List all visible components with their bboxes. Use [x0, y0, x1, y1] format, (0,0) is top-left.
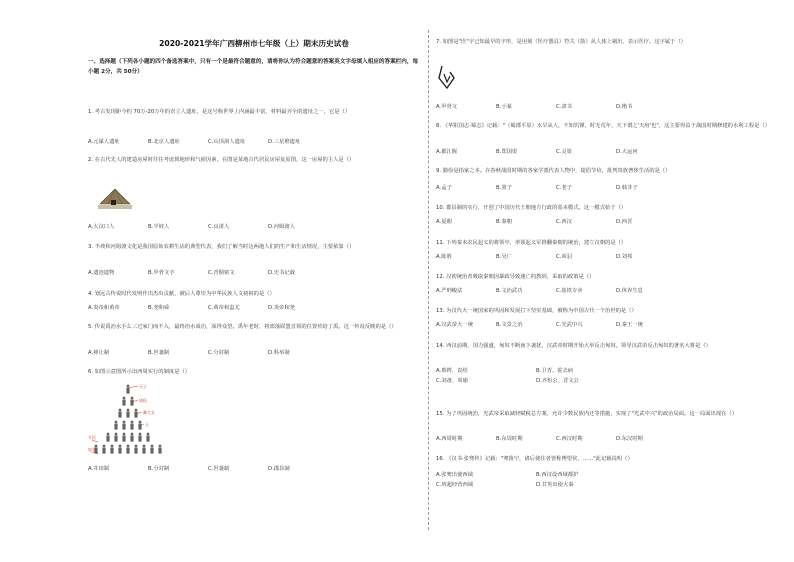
options-6 [88, 464, 328, 472]
section-instructions: 一、选择题（下列各小题的四个备选答案中，只有一个是最符合题意的，请将你认为符合题意的答案英文字母填入相应的答案栏内，每小题 2分，共 50分） [88, 59, 419, 75]
option-b[interactable]: B.小篆 [496, 104, 512, 110]
figure-head [131, 421, 134, 424]
option-d[interactable]: D.秦王一统 [616, 322, 643, 328]
options-3 [88, 268, 328, 276]
option-b[interactable]: B.文治武功 [496, 288, 523, 294]
option-b[interactable]: B.吴广 [496, 254, 512, 260]
figure-head [111, 445, 114, 448]
options-14 [436, 366, 636, 384]
hut-image [98, 188, 132, 210]
option-a[interactable]: A.井田制 [88, 466, 110, 472]
option-c[interactable]: C.刘备、周瑜 [436, 378, 468, 384]
figure-head [147, 433, 150, 436]
option-a[interactable]: A.甲骨文 [436, 104, 458, 110]
option-b[interactable]: B.北京人遗址 [148, 139, 180, 145]
option-a[interactable]: A.夏朝 [436, 219, 452, 225]
option-b[interactable]: B.秦朝 [496, 219, 512, 225]
option-c[interactable]: C.老子 [556, 185, 572, 191]
options-8 [436, 147, 676, 155]
option-d[interactable]: D.河姆渡人 [268, 224, 295, 230]
figure-head [135, 445, 138, 448]
option-b[interactable]: B.东周时期 [496, 436, 523, 442]
option-d[interactable]: D.韩非子 [616, 185, 638, 191]
option-c[interactable]: C.分封制 [208, 350, 230, 356]
question-2: 2. 在古代先人的建造房屋时往往考虑到地形和气候因素，在图是某地古代居民房屋复原图，这一房屋的主人是（） [88, 157, 355, 163]
options-1 [88, 137, 328, 145]
option-a[interactable]: A.炎帝和黄帝 [88, 305, 120, 311]
figure-head [127, 445, 130, 448]
options-13 [436, 320, 676, 328]
option-c[interactable]: C.光武中兴 [556, 322, 583, 328]
options-2 [88, 222, 328, 230]
option-d[interactable]: D.史书记载 [268, 270, 295, 276]
option-b[interactable]: B.世袭制 [148, 350, 170, 356]
option-b[interactable]: B.尧和舜 [148, 305, 170, 311]
label-shi: 士 [145, 422, 149, 427]
option-a[interactable]: A.张骞出使西域 [436, 472, 473, 478]
option-a[interactable]: A.孟子 [436, 185, 452, 191]
figure-head [127, 385, 130, 388]
figure-head [103, 445, 106, 448]
figure-head [159, 445, 162, 448]
figure-body [130, 400, 133, 406]
label-qingdafu: 卿大夫 [143, 410, 155, 415]
options-7 [436, 102, 676, 110]
option-d[interactable]: D.大运河 [616, 149, 638, 155]
figure-body [134, 448, 137, 454]
figure-head [131, 433, 134, 436]
option-d[interactable]: D.东汉时期 [616, 436, 643, 442]
option-d[interactable]: D.休养生息 [616, 288, 643, 294]
figure-body [126, 448, 129, 454]
figure-head [139, 433, 142, 436]
option-a[interactable]: A.都江堰 [436, 149, 458, 155]
figure-head [119, 445, 122, 448]
question-1: 1. 考古发现距今约 70万-20万年的直立人遗址，是这号称世界上内涵最丰富，材料最齐全的遗址之一，它是（） [88, 109, 351, 115]
figure-head [115, 433, 118, 436]
option-b[interactable]: B.郑国渠 [496, 149, 518, 155]
option-d[interactable]: D.楷书 [616, 104, 633, 110]
exam-title: 2020-2021学年广西柳州市七年级（上）期末历史试卷 [159, 39, 349, 48]
figure-body [110, 448, 113, 454]
option-d[interactable]: D.甘英出使大秦 [536, 482, 574, 488]
option-d[interactable]: D.齐桓公、晋文公 [536, 378, 579, 384]
option-b[interactable]: B.文景之治 [496, 322, 523, 328]
figure-body [126, 388, 129, 394]
options-15 [436, 434, 676, 442]
figure-head [151, 445, 154, 448]
label-pingmin: 平民 [88, 435, 96, 440]
option-b[interactable]: B.西汉设西域都护 [536, 472, 579, 478]
option-c[interactable]: C.良渚人 [208, 224, 230, 230]
figure-body [134, 412, 137, 418]
figure-head [115, 421, 118, 424]
figure-head [107, 433, 110, 436]
options-12 [436, 286, 676, 294]
question-6: 6. 如图示意图所示出西周实行的制度是（） [88, 369, 191, 375]
figure-head [131, 397, 134, 400]
figure-head [123, 433, 126, 436]
figure-body [102, 448, 105, 454]
question-3: 3. 半坡和河姆渡文化是我国原始农耕生活的典型代表，我们了解当时这两地人们的生产和生活情况，主要依靠（） [88, 244, 355, 250]
figure-body [130, 436, 133, 442]
option-c[interactable]: C.山顶洞人遗址 [208, 139, 246, 145]
options-10 [436, 217, 676, 225]
question-11: 11. 下列秦末农民起义的将领中，率领起义军推翻秦朝的统治，建立汉朝的是（） [436, 240, 627, 246]
question-13: 13. 为汉代大一统国家的巩固和发展打下坚实基础，被称为中国古代一个治世的是（） [436, 308, 637, 314]
figure-body [106, 436, 109, 442]
option-c[interactable]: C.隶书 [556, 104, 572, 110]
option-c[interactable]: C.青铜铭文 [208, 270, 235, 276]
label-nuli: 奴隶 [88, 447, 96, 452]
figure-body [138, 436, 141, 442]
question-14: 14. 西汉前期，国力强盛，匈奴不断南下袭扰，汉武帝时期开始大举反击匈奴。领导汉武帝反击匈奴的著名大将是（） [436, 343, 711, 349]
option-c[interactable]: C.西汉时期 [556, 436, 583, 442]
question-8: 8. 《华阳国志·蜀志》记载："（蜀郡平原）水旱从人，不知饥馑，时无荒年，天下谓之'天府'也"，这主要得益于战国时期修建的水利工程是（） [436, 123, 771, 129]
figure-body [130, 424, 133, 430]
options-9 [436, 183, 676, 191]
question-16: 16. 《汉书·张骞传》记载："骞凿空，诸后使往者皆称博望侯，……"此记载说明（） [436, 456, 633, 462]
question-12: 12. 汉初统治者吸取秦朝因暴政导致速亡的教训，采取的政策是（） [436, 274, 595, 280]
figure-body [126, 412, 129, 418]
option-a[interactable]: A.大汶口人 [88, 224, 115, 230]
figure-body [114, 436, 117, 442]
option-c[interactable]: C.班超经营西域 [436, 482, 474, 488]
option-d[interactable]: D.西晋 [616, 219, 633, 225]
figure-head [139, 421, 142, 424]
option-b[interactable]: B.卫青、霍去病 [536, 368, 574, 374]
options-4 [88, 303, 328, 311]
options-5 [88, 348, 328, 356]
options-16 [436, 470, 636, 488]
option-b[interactable]: B.甲骨文字 [148, 270, 175, 276]
option-b[interactable]: B.墨子 [496, 185, 512, 191]
figure-body [118, 448, 121, 454]
option-b[interactable]: B.分封制 [148, 466, 170, 472]
option-a[interactable]: A.遗迹遗物 [88, 270, 115, 276]
figure-head [143, 445, 146, 448]
figure-body [150, 448, 153, 454]
option-c[interactable]: C.世袭制 [208, 466, 230, 472]
option-a[interactable]: A.蔡锷、袁绍 [436, 368, 468, 374]
figure-head [135, 409, 138, 412]
option-a[interactable]: A.西周时期 [436, 436, 463, 442]
figure-body [114, 424, 117, 430]
figure-body [138, 424, 141, 430]
figure-body [142, 448, 145, 454]
option-d[interactable]: D.科举制 [268, 350, 290, 356]
feudal-hierarchy-figure [88, 382, 168, 460]
question-7: 7. 如图是"医"字已知最早的字形，是用刻（医疗器具）符关（箭）从人体上剔出，表示医疗。这字属于（） [436, 39, 686, 45]
option-b[interactable]: B.半坡人 [148, 224, 170, 230]
option-a[interactable]: A.陈胜 [436, 254, 452, 260]
option-a[interactable]: A.禅让制 [88, 350, 110, 356]
label-tianzi: 天子 [139, 384, 147, 389]
option-a[interactable]: A.汉武帝大一统 [436, 322, 473, 328]
figure-head [119, 409, 122, 412]
label-zhuhou: 诸侯 [139, 398, 147, 403]
option-a[interactable]: A.严刑峻法 [436, 288, 463, 294]
option-d[interactable]: D.刘邦 [616, 254, 633, 260]
figure-head [127, 409, 130, 412]
question-15: 15. 为了巩固统治，光武帝采取减轻赋税总方案，允许少数民族内迁等措施，实现了"光武中兴"的政治局面。这一局面出现在（） [436, 411, 738, 417]
figure-body [118, 412, 121, 418]
option-c[interactable]: C.灵渠 [556, 149, 572, 155]
figure-body [158, 448, 161, 454]
question-10: 10. 郡县制的实行，开创了中国历代王朝地方行政的基本模式。这一模式始于（） [436, 205, 627, 211]
figure-head [123, 397, 126, 400]
option-d[interactable]: D.炎帝和尧 [268, 305, 295, 311]
yi-character-glyph [438, 64, 456, 90]
figure-body [122, 424, 125, 430]
column-divider [428, 30, 429, 530]
question-4: 4. 划远古传说时代发明作出杰出贡献，被后人尊崇为中华民族人文初祖的是（） [88, 291, 275, 297]
option-d[interactable]: D.三星堆遗址 [268, 139, 301, 145]
figure-body [146, 436, 149, 442]
option-c[interactable]: C.项羽 [556, 254, 572, 260]
options-11 [436, 252, 676, 260]
option-c[interactable]: C.西汉 [556, 219, 572, 225]
option-c[interactable]: C.盐铁专卖 [556, 288, 583, 294]
figure-body [122, 400, 125, 406]
question-9: 9. 勤俭是指家之本。在春秋战国时期的各家学派代表人物中，提倡节俭，批判贵族奢侈生活的是（） [436, 168, 671, 174]
option-a[interactable]: A.元谋人遗址 [88, 139, 120, 145]
question-5: 5. 传说禹治水手么三过家门而不入，最终治水成功，深得众望。禹年老时，将部落联盟首领的位置传给了禹。这一传说反映的是（） [88, 324, 397, 330]
option-d[interactable]: D.郡县制 [268, 466, 290, 472]
figure-body [122, 436, 125, 442]
option-c[interactable]: C.黄帝和蚩尤 [208, 305, 240, 311]
figure-head [123, 421, 126, 424]
